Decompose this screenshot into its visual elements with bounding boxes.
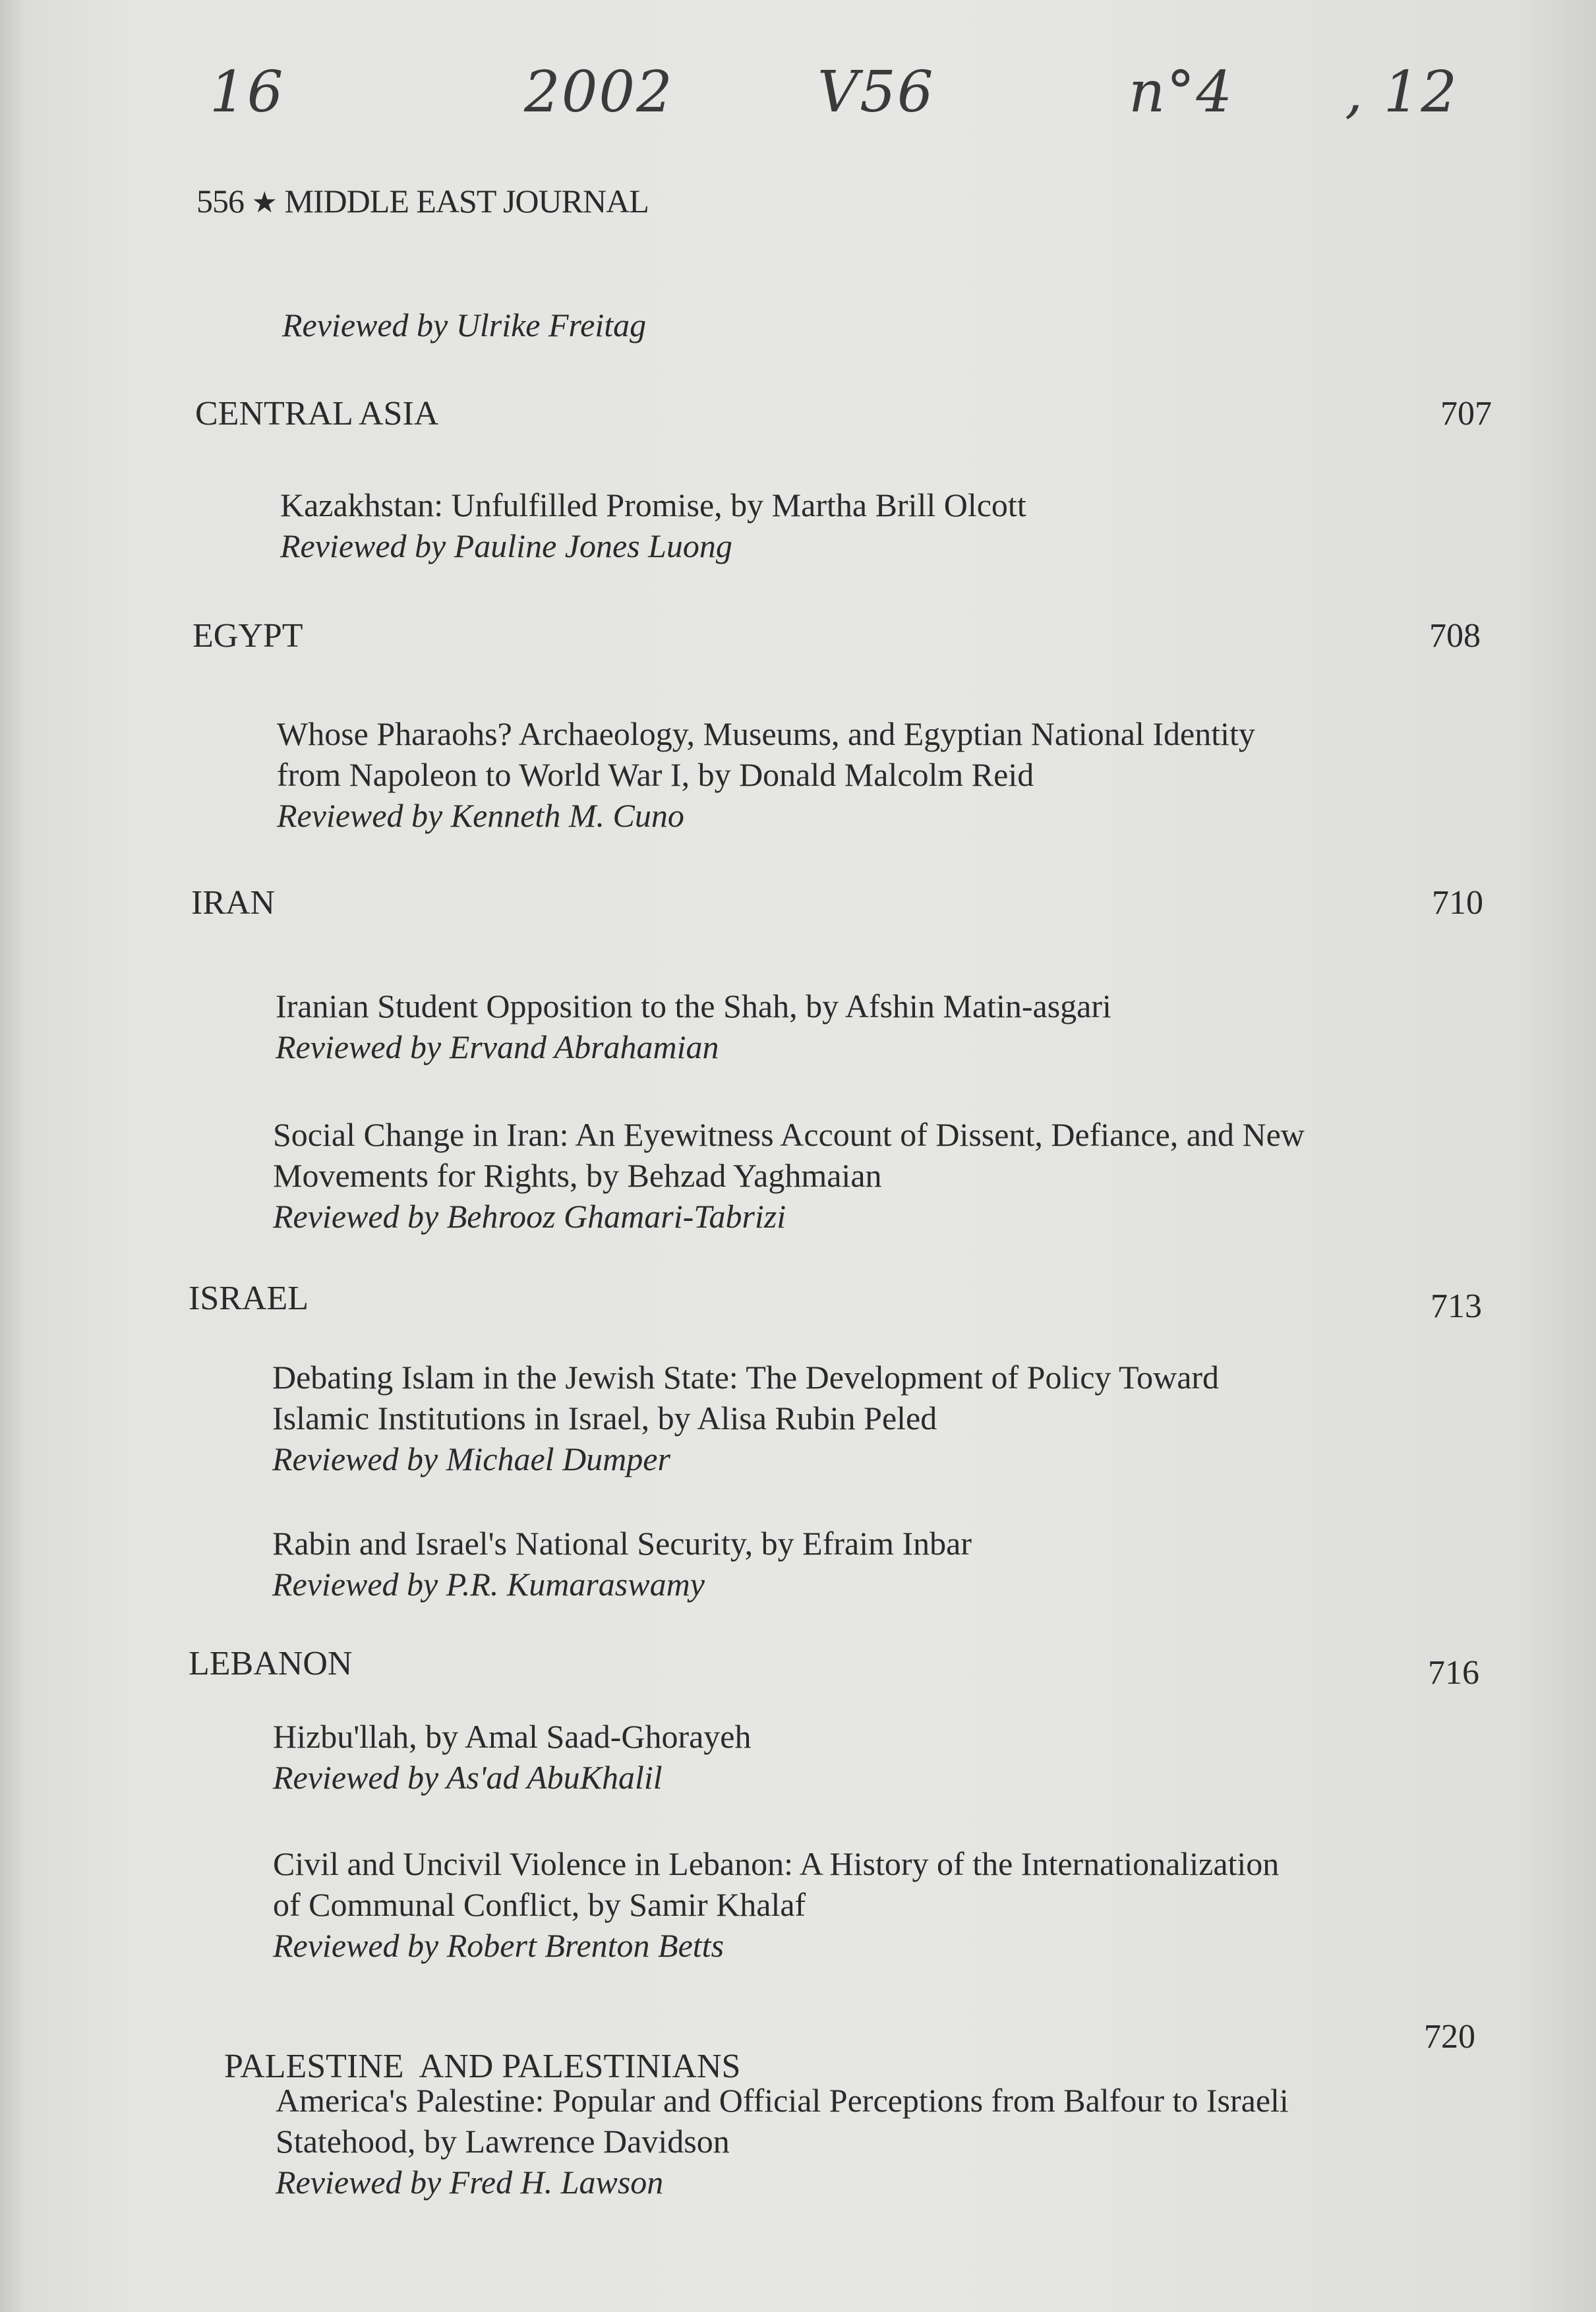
section-page-egypt: 708 [1429,617,1481,655]
book-title-line-2: Islamic Institutions in Israel, by Alisa Rubin Peled [272,1400,937,1437]
review-entry [273,1114,1305,1237]
section-heading-lebanon [189,1644,352,1683]
section-page-iran: 710 [1432,884,1483,922]
book-title: Rabin and Israel's National Security, by Efraim Inbar [272,1525,972,1562]
review-entry [276,986,1111,1067]
reviewer-line: Reviewed by Michael Dumper [272,1440,670,1477]
section-page-israel: 713 [1431,1288,1482,1325]
handwritten-note-c: V56 [817,59,935,125]
journal-title: MIDDLE EAST JOURNAL [284,183,649,220]
book-title-line-2: from Napoleon to World War I, by Donald Malcolm Reid [277,756,1034,793]
review-entry [272,1357,1219,1479]
book-title-line-2: Statehood, by Lawrence Davidson [276,2123,730,2160]
section-heading-iran [191,883,275,922]
handwritten-note-e: , 12 [1345,59,1459,125]
book-title-line-1: America's Palestine: Popular and Official Perceptions from Balfour to Israeli [276,2082,1289,2119]
page-number: 556 [196,183,244,220]
handwritten-note-b: 2002 [524,59,674,125]
section-page-central-asia: 707 [1440,395,1492,432]
section-page-palestine: 720 [1424,2018,1475,2056]
review-entry [273,1716,752,1798]
star-icon: ★ [251,187,277,219]
section-heading-egypt [192,616,303,655]
reviewer-line: Reviewed by P.R. Kumaraswamy [272,1566,705,1603]
section-name: EGYPT [192,617,303,655]
running-head [196,182,649,220]
handwritten-note-a: 16 [210,59,285,125]
reviewer-line: Reviewed by Pauline Jones Luong [280,527,732,564]
reviewer-line: Reviewed by Fred H. Lawson [276,2164,664,2201]
section-name: CENTRAL ASIA [195,395,439,432]
section-name: PALESTINE AND PALESTINIANS [224,2048,741,2085]
reviewer-line: Reviewed by Ervand Abrahamian [276,1028,719,1065]
review-entry [276,2080,1289,2203]
section-name: IRAN [191,884,276,922]
reviewer-line: Reviewed by As'ad AbuKhalil [273,1759,663,1796]
book-title: Kazakhstan: Unfulfilled Promise, by Martha Brill Olcott [280,487,1026,523]
book-title: Iranian Student Opposition to the Shah, by Afshin Matin-asgari [276,988,1111,1024]
book-title-line-1: Whose Pharaohs? Archaeology, Museums, and Egyptian National Identity [277,715,1255,752]
book-title: Hizbu'llah, by Amal Saad-Ghorayeh [273,1718,752,1755]
review-entry [277,713,1255,836]
reviewer-line: Reviewed by Ulrike Freitag [282,307,647,343]
section-heading-israel [189,1279,309,1318]
review-entry [273,1843,1279,1966]
section-heading-central-asia [195,394,438,433]
book-title-line-2: of Communal Conflict, by Samir Khalaf [273,1886,806,1923]
book-title-line-1: Social Change in Iran: An Eyewitness Account of Dissent, Defiance, and New [273,1116,1305,1153]
reviewer-line: Reviewed by Behrooz Ghamari-Tabrizi [273,1198,786,1235]
reviewer-line: Reviewed by Kenneth M. Cuno [277,797,684,834]
reviewer-line: Reviewed by Robert Brenton Betts [273,1927,724,1964]
top-reviewer [282,305,646,345]
review-entry [272,1523,972,1605]
book-title-line-1: Civil and Uncivil Violence in Lebanon: A History of the Internationalization [273,1845,1280,1882]
book-title-line-1: Debating Islam in the Jewish State: The Development of Policy Toward [272,1359,1220,1396]
handwritten-note-d: n°4 [1129,59,1234,125]
section-name: ISRAEL [189,1280,309,1317]
book-title-line-2: Movements for Rights, by Behzad Yaghmaian [273,1157,882,1194]
review-entry [280,485,1026,566]
section-name: LEBANON [189,1645,353,1682]
section-page-lebanon: 716 [1428,1654,1479,1692]
